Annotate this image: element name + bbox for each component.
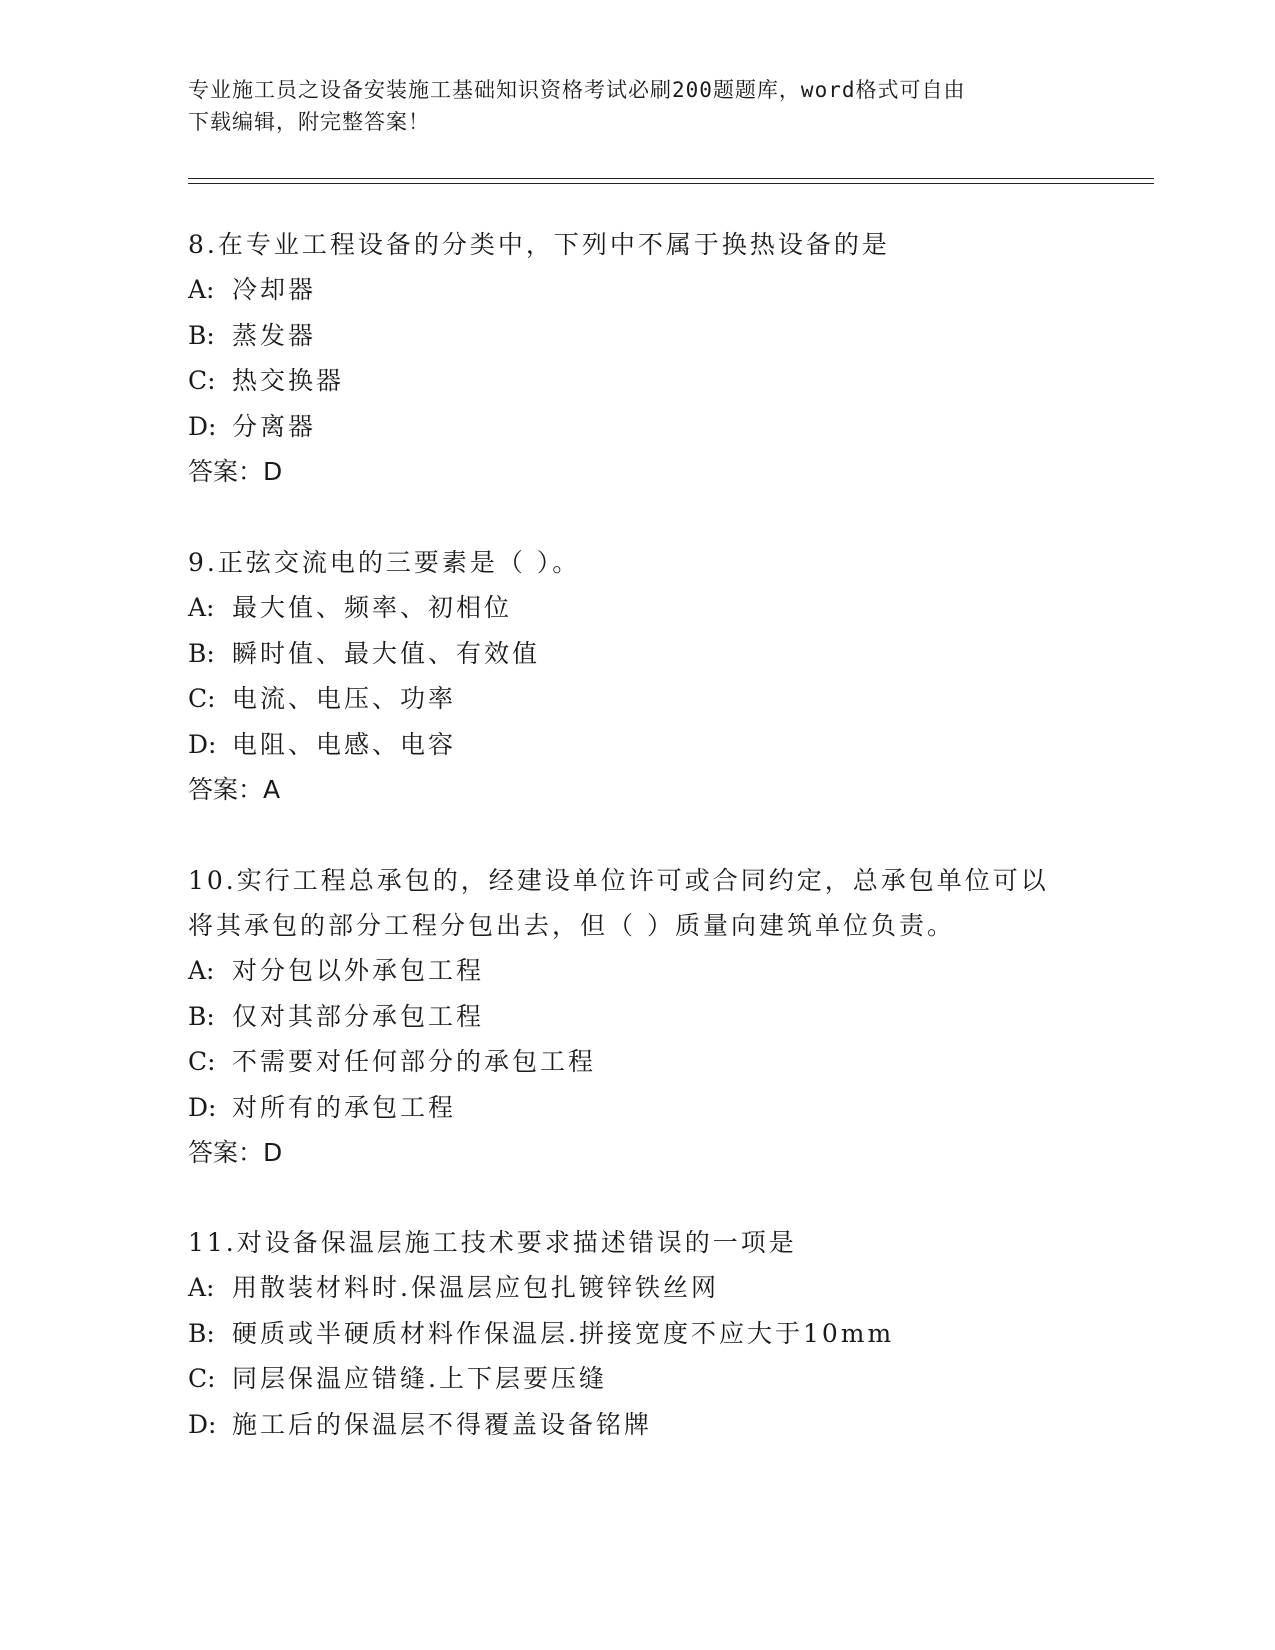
option-text: 硬质或半硬质材料作保温层.拼接宽度不应大于10mm (232, 1318, 895, 1348)
option-label: B: (188, 1001, 215, 1031)
option-label: A: (188, 593, 215, 622)
option-label: A: (188, 1273, 215, 1302)
option-text: 不需要对任何部分的承包工程 (232, 1047, 597, 1076)
option-text: 施工后的保温层不得覆盖设备铭牌 (232, 1409, 653, 1439)
question-10 (188, 858, 1068, 1176)
option-label: D: (188, 411, 217, 441)
question-text: 10.实行工程总承包的，经建设单位许可或合同约定，总承包单位可以将其承包的部分工程分包出去，但（ ）质量向建筑单位负责。 (188, 866, 1049, 940)
option-b (188, 1311, 1088, 1357)
option-text: 电流、电压、功率 (232, 684, 457, 713)
option-text: 热交换器 (232, 366, 345, 395)
option-text: 瞬时值、最大值、有效值 (232, 638, 541, 668)
option-label: B: (188, 638, 215, 668)
option-text: 同层保温应错缝.上下层要压缝 (232, 1364, 607, 1393)
answer: 答案：D (188, 1138, 283, 1167)
option-b (188, 994, 1068, 1040)
option-b (188, 631, 1088, 677)
header-line-2: 下载编辑，附完整答案！ (188, 110, 430, 134)
option-label: D: (188, 1092, 217, 1122)
option-text: 电阻、电感、电容 (232, 729, 457, 759)
option-label: B: (188, 320, 215, 350)
option-text: 仅对其部分承包工程 (232, 1001, 485, 1031)
answer: 答案：A (188, 775, 281, 804)
option-c (188, 1039, 1068, 1085)
option-text: 分离器 (232, 411, 317, 441)
option-a (188, 948, 1068, 994)
document-header (188, 74, 1068, 138)
option-label: D: (188, 1409, 217, 1439)
option-label: C: (188, 1364, 216, 1393)
question-9 (188, 540, 1088, 813)
option-label: D: (188, 729, 217, 759)
option-d (188, 722, 1088, 768)
option-text: 蒸发器 (232, 320, 317, 350)
option-b (188, 313, 1088, 359)
option-text: 对分包以外承包工程 (232, 956, 485, 985)
option-a (188, 267, 1088, 313)
option-text: 对所有的承包工程 (232, 1092, 457, 1122)
option-a (188, 585, 1088, 631)
header-line-1: 专业施工员之设备安装施工基础知识资格考试必刷200题题库，word格式可自由 (188, 78, 966, 102)
option-d (188, 1402, 1088, 1448)
option-label: A: (188, 275, 215, 304)
option-text: 用散装材料时.保温层应包扎镀锌铁丝网 (232, 1273, 719, 1302)
option-text: 冷却器 (232, 275, 317, 304)
question-text: 11.对设备保温层施工技术要求描述错误的一项是 (188, 1228, 797, 1257)
header-divider-top (188, 178, 1154, 179)
option-d (188, 404, 1088, 450)
question-8 (188, 222, 1088, 495)
option-label: C: (188, 684, 216, 713)
header-divider-bottom (188, 183, 1154, 184)
option-text: 最大值、频率、初相位 (232, 593, 513, 622)
answer: 答案：D (188, 457, 283, 486)
option-c (188, 1356, 1088, 1402)
option-label: A: (188, 956, 215, 985)
option-label: C: (188, 1047, 216, 1076)
question-11 (188, 1220, 1088, 1447)
option-label: B: (188, 1318, 215, 1348)
option-a (188, 1265, 1088, 1311)
option-c (188, 358, 1088, 404)
option-c (188, 676, 1088, 722)
question-text: 9.正弦交流电的三要素是（ ）。 (188, 548, 581, 577)
question-text: 8.在专业工程设备的分类中，下列中不属于换热设备的是 (188, 230, 890, 259)
option-label: C: (188, 366, 216, 395)
option-d (188, 1085, 1068, 1131)
